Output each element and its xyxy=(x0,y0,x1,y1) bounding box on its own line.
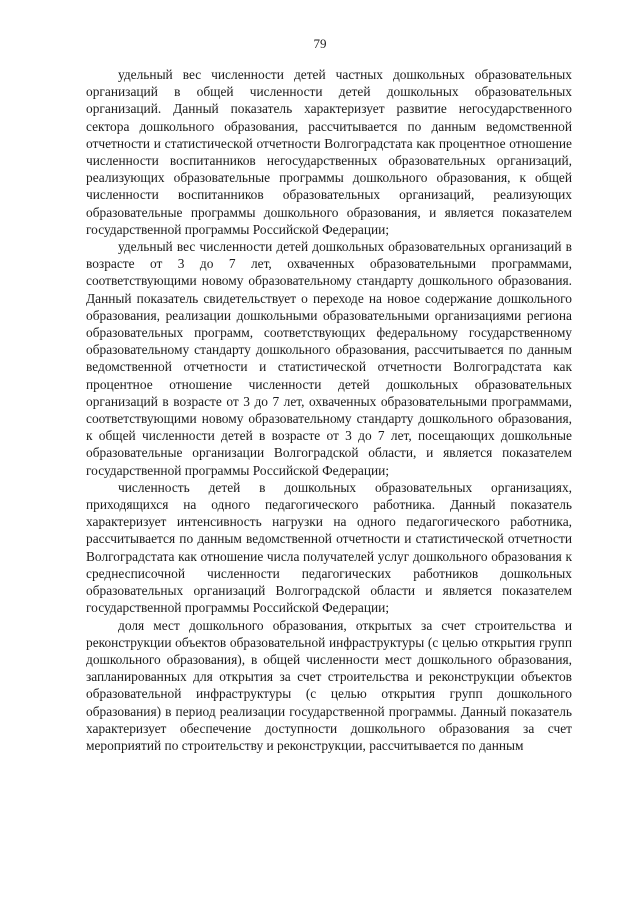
paragraph-private-kindergartens-share: удельный вес численности детей частных дошкольных образовательных организаций в общей численности детей дошкольных образовательных организаций. Данный показатель характеризует развитие негосударственного сектора дошкольного образования, рассчитывается по данным ведомственной отчетности и статистической отчетности Волгоградстата как процентное отношение численности воспитанников негосударственных образовательных организаций, реализующих образовательные программы дошкольного образования, к общей численности воспитанников образовательных организаций, реализующих образовательные программы дошкольного образования, и является показателем государственной программы Российской Федерации; xyxy=(86,67,572,237)
document-body xyxy=(86,66,572,754)
paragraph-children-per-teacher: численность детей в дошкольных образовательных организациях, приходящихся на одного педагогического работника. Данный показатель характеризует интенсивность нагрузки на одного педагогического работника, рассчитывается по данным ведомственной отчетности и статистической отчетности Волгоградстата как отношение числа получателей услуг дошкольного образования к среднесписочной численности педагогических работников дошкольных образовательных организаций Волгоградской области и является показателем государственной программы Российской Федерации; xyxy=(86,479,572,616)
paragraph-new-places-share: доля мест дошкольного образования, открытых за счет строительства и реконструкции объектов образовательной инфраструктуры (с целью открытия групп дошкольного образования), в общей численности мест дошкольного образования, запланированных для открытия за счет строительства и реконструкции объектов образовательной инфраструктуры (с целью открытия групп дошкольного образования) в период реализации государственной программы. Данный показатель характеризует обеспечение доступности дошкольного образования за счет мероприятий по строительству и реконструкции, рассчитывается по данным xyxy=(86,617,572,753)
paragraph-standard-coverage-share: удельный вес численности детей дошкольных образовательных организаций в возрасте от 3 до 7 лет, охваченных образовательными программами, соответствующими новому образовательному стандарту дошкольного образования. Данный показатель свидетельствует о переходе на новое содержание дошкольного образования, реализации дошкольными образовательными организациями региона образовательных программ, соответствующих федеральному государственному образовательному стандарту дошкольного образования, рассчитывается по данным ведомственной отчетности и статистической отчетности Волгоградстата как процентное отношение численности детей дошкольных образовательных организаций в возрасте от 3 до 7 лет, охваченных образовательными программами, соответствующими новому образовательному стандарту дошкольного образования, к общей численности детей в возрасте от 3 до 7 лет, посещающих дошкольные образовательные организации Волгоградской области, и является показателем государственной программы Российской Федерации; xyxy=(86,239,572,478)
page-number: 79 xyxy=(313,36,327,51)
